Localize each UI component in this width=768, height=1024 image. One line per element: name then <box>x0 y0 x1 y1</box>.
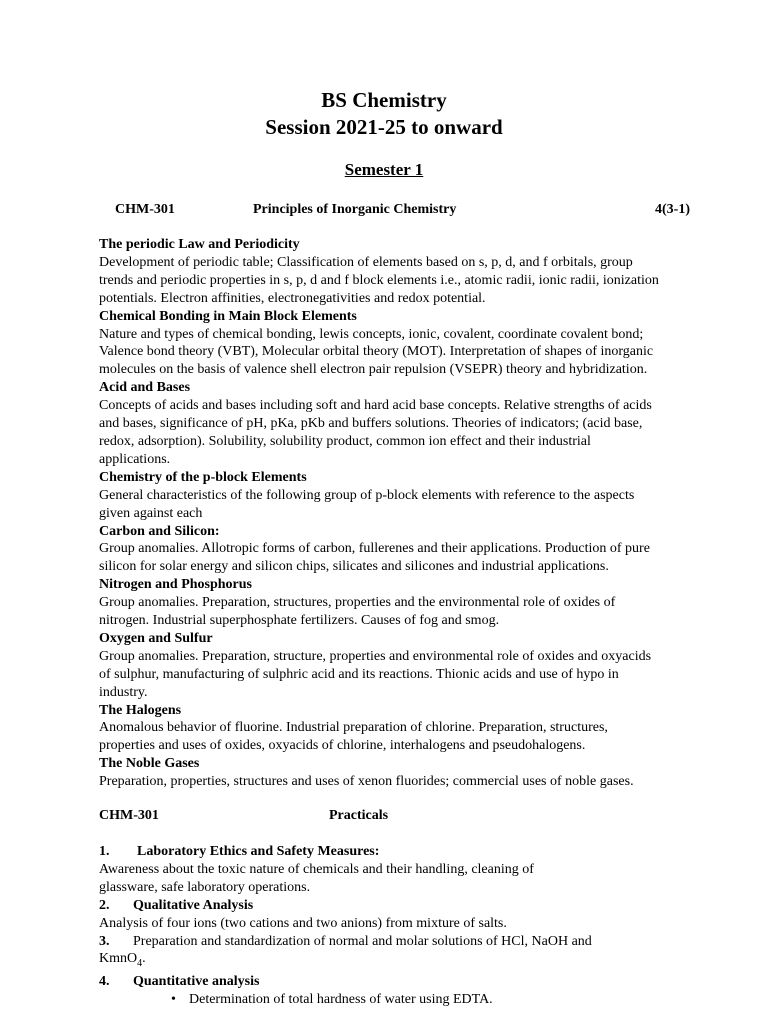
item-heading: Quantitative analysis <box>133 974 260 990</box>
practical-item-heading <box>99 897 719 915</box>
section-text-line: Valence bond theory (VBT), Molecular orbital theory (MOT). Interpretation of shapes of inorganic <box>99 344 654 360</box>
section-text-line: given against each <box>99 505 203 521</box>
section-heading: The periodic Law and Periodicity <box>99 237 300 252</box>
section-heading: Chemical Bonding in Main Block Elements <box>99 308 357 324</box>
section-text-line: redox, adsorption). Solubility, solubility product, common ion effect and their industrial <box>99 433 591 449</box>
section-text-line: industry. <box>99 684 148 700</box>
practical-text-line: glassware, safe laboratory operations. <box>99 879 311 895</box>
course-name: Principles of Inorganic Chemistry <box>253 202 457 217</box>
practical-text-line: Awareness about the toxic nature of chemicals and their handling, cleaning of <box>99 861 534 877</box>
bullet-text: Determination of total hardness of water using EDTA. <box>189 992 493 1008</box>
section-text-line: Group anomalies. Allotropic forms of carbon, fullerenes and their applications. Production of pure <box>99 541 650 557</box>
session-title: Session 2021-25 to onward <box>265 115 503 139</box>
practical-text-line: Analysis of four ions (two cations and two anions) from mixture of salts. <box>99 915 507 931</box>
section-text-line: properties and uses of oxides, oxyacids of chlorine, interhalogens and pseudohalogens. <box>99 738 586 754</box>
section-text-line: applications. <box>99 451 171 467</box>
practical-item-heading <box>99 973 719 991</box>
item-heading: Qualitative Analysis <box>133 897 254 913</box>
section-heading: The Noble Gases <box>99 756 200 772</box>
practical-item-heading <box>99 843 719 861</box>
section-heading: Nitrogen and Phosphorus <box>99 577 253 593</box>
course-content <box>99 236 719 791</box>
formula-end: . <box>142 951 146 967</box>
course-credits: 4(3-1) <box>655 202 690 217</box>
bullet-icon: • <box>171 992 176 1008</box>
practical-text-line <box>99 950 719 973</box>
section-text-line: General characteristics of the following group of p-block elements with reference to the aspects <box>99 487 635 503</box>
section-text-line: and bases, significance of pH, pKa, pKb and buffers solutions. Theories of indicators; (acid base, <box>99 416 643 432</box>
section-text-line: of sulphur, manufacturing of sulphric acid and its reactions. Thionic acids and use of hypo in <box>99 666 619 682</box>
item-text: Preparation and standardization of normal and molar solutions of HCl, NaOH and <box>133 933 592 949</box>
bullet-item <box>171 991 719 1009</box>
section-text-line: Preparation, properties, structures and uses of xenon fluorides; commercial uses of noble gases. <box>99 774 634 790</box>
section-text-line: Development of periodic table; Classification of elements based on s, p, d, and f orbitals, group <box>99 254 633 270</box>
section-heading: Chemistry of the p-block Elements <box>99 469 307 485</box>
section-heading: Oxygen and Sulfur <box>99 630 213 646</box>
item-heading: Laboratory Ethics and Safety Measures: <box>137 844 380 859</box>
section-text-line: potentials. Electron affinities, electronegativities and redox potential. <box>99 290 486 306</box>
practicals-title: Practicals <box>329 808 389 823</box>
section-text-line: Anomalous behavior of fluorine. Industrial preparation of chlorine. Preparation, structures, <box>99 720 608 736</box>
item-number: 4. <box>99 974 110 990</box>
section-text-line: trends and periodic properties in s, p, d and f block elements i.e., atomic radii, ionic radii, ionization <box>99 272 659 288</box>
section-text-line: silicon for solar energy and silicon chips, silicates and silicones and industrial applications. <box>99 559 609 575</box>
section-heading: Carbon and Silicon: <box>99 523 220 539</box>
section-text-line: molecules on the basis of valence shell electron pair repulsion (VSEPR) theory and hybridization. <box>99 362 648 378</box>
section-text-line: Concepts of acids and bases including soft and hard acid base concepts. Relative strengths of acids <box>99 398 652 414</box>
section-text-line: Group anomalies. Preparation, structure, properties and environmental role of oxides and oxyacids <box>99 648 652 664</box>
document-title: BS Chemistry <box>321 88 447 112</box>
section-heading: The Halogens <box>99 702 182 718</box>
item-number: 3. <box>99 933 110 949</box>
section-heading: Acid and Bases <box>99 380 191 396</box>
practicals-code: CHM-301 <box>99 808 159 823</box>
formula-text: KmnO <box>99 951 138 967</box>
practicals-list <box>99 843 719 1009</box>
item-number: 2. <box>99 897 110 913</box>
practical-item-text <box>99 933 719 951</box>
section-text-line: Group anomalies. Preparation, structures, properties and the environmental role of oxides of <box>99 595 616 611</box>
course-code: CHM-301 <box>115 202 175 217</box>
section-text-line: nitrogen. Industrial superphosphate fertilizers. Causes of fog and smog. <box>99 613 500 629</box>
item-number: 1. <box>99 844 110 859</box>
semester-heading: Semester 1 <box>344 160 424 179</box>
formula-subscript: 4 <box>137 958 143 970</box>
section-text-line: Nature and types of chemical bonding, lewis concepts, ionic, covalent, coordinate covalent bond; <box>99 326 644 342</box>
